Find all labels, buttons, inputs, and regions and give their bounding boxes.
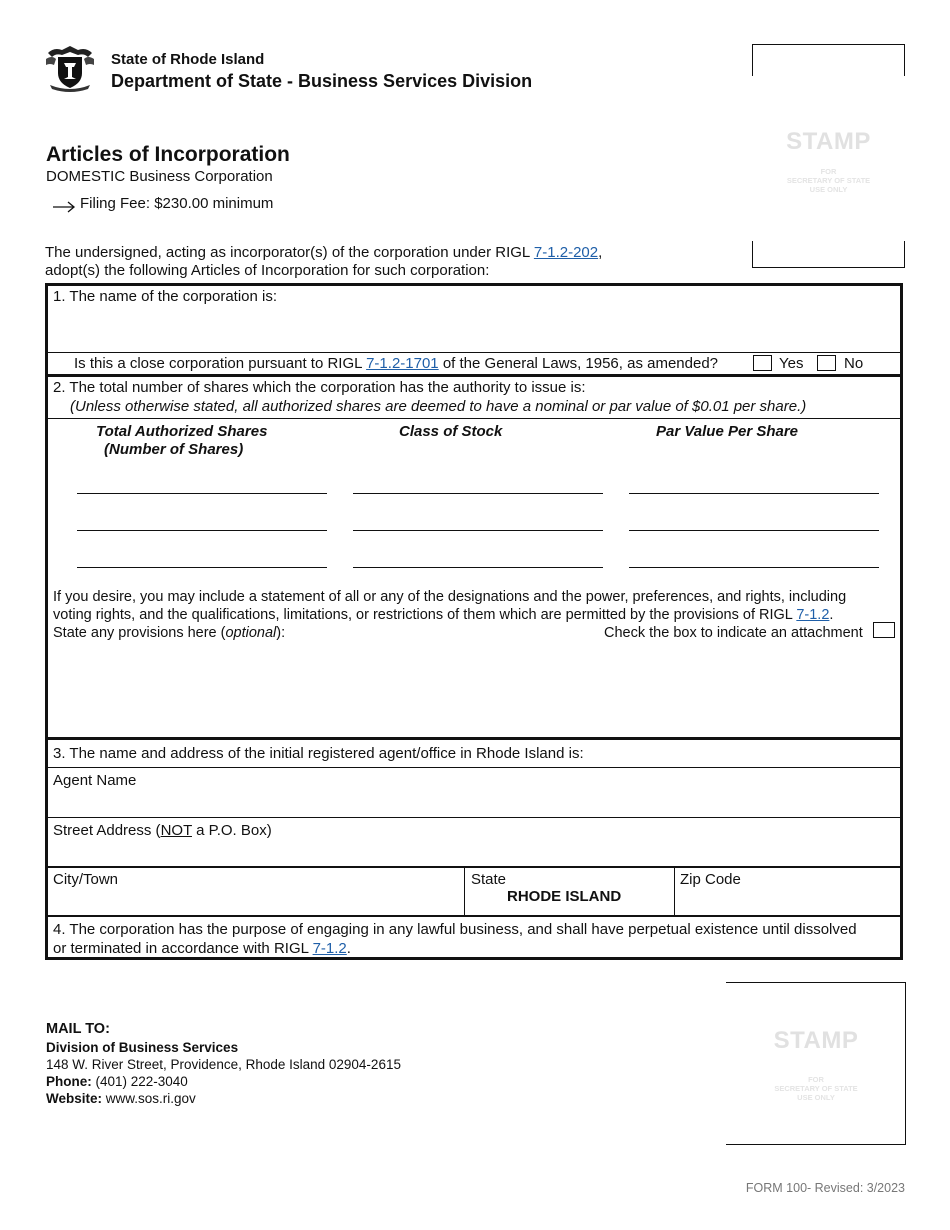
stamp-top-line3: USE ONLY <box>809 185 848 194</box>
col-number-of-shares: (Number of Shares) <box>104 441 244 458</box>
website-url[interactable]: www.sos.ri.gov <box>102 1091 196 1106</box>
mail-phone <box>46 1074 188 1089</box>
attachment-checkbox[interactable] <box>873 622 895 638</box>
zip-field[interactable] <box>676 889 900 915</box>
state-label: State <box>471 871 507 888</box>
rigl-1701-link[interactable]: 7-1.2-1701 <box>366 355 439 372</box>
state-value: RHODE ISLAND <box>507 888 622 905</box>
department-name: Department of State - Business Services Division <box>111 71 533 91</box>
shares-field-3[interactable] <box>77 567 327 568</box>
section4-text: or terminated in accordance with RIGL <box>53 940 313 957</box>
section4-period: . <box>346 940 351 957</box>
intro-line1 <box>45 244 602 261</box>
intro-text: The undersigned, acting as incorporator(s) of the corporation under RIGL <box>45 244 534 261</box>
provisions-state: State any provisions here ( <box>53 625 226 641</box>
rigl-7-1-2-link[interactable]: 7-1.2 <box>796 607 830 623</box>
col-par-value: Par Value Per Share <box>656 423 799 440</box>
section2-label: 2. The total number of shares which the corporation has the authority to issue is: <box>53 379 586 396</box>
form-title: Articles of Incorporation <box>46 143 290 166</box>
street-not: NOT <box>160 822 192 839</box>
street-text: Street Address ( <box>53 822 161 839</box>
form-revision: FORM 100- Revised: 3/2023 <box>745 1181 905 1195</box>
close-corp-text-2: of the General Laws, 1956, as amended? <box>438 355 719 372</box>
zip-label: Zip Code <box>680 871 741 888</box>
stamp-top-line2: SECRETARY OF STATE <box>786 176 871 185</box>
par-field-3[interactable] <box>629 567 879 568</box>
close-corp-yes-checkbox[interactable] <box>753 355 772 371</box>
provisions-optional: optional <box>225 625 277 641</box>
arrow-right-icon <box>52 199 76 217</box>
phone-label: Phone: <box>46 1074 92 1089</box>
intro-line2: adopt(s) the following Articles of Incorporation for such corporation: <box>45 262 490 279</box>
par-field-2[interactable] <box>629 530 879 531</box>
section4-line2 <box>53 940 351 957</box>
city-label: City/Town <box>53 871 119 888</box>
section2-note: (Unless otherwise stated, all authorized shares are deemed to have a nominal or par value of $0.01 per share.) <box>70 398 807 415</box>
shares-field-2[interactable] <box>77 530 327 531</box>
rigl-7-1-2-link-2[interactable]: 7-1.2 <box>312 940 347 957</box>
shares-field-1[interactable] <box>77 493 327 494</box>
stamp-bottom-line3: USE ONLY <box>797 1093 835 1102</box>
provisions-field[interactable] <box>48 645 900 736</box>
provisions-line1: If you desire, you may include a statement of all or any of the designations and the power, preferences, and rights, including <box>53 589 847 605</box>
section4-line1: 4. The corporation has the purpose of engaging in any lawful business, and shall have perpetual existence until dissolved <box>53 921 857 938</box>
no-label: No <box>844 355 864 372</box>
mail-division: Division of Business Services <box>46 1040 239 1055</box>
stamp-bottom-box <box>726 982 906 1145</box>
class-field-3[interactable] <box>353 567 603 568</box>
class-field-2[interactable] <box>353 530 603 531</box>
attachment-label: Check the box to indicate an attachment <box>604 625 863 641</box>
corporation-name-field[interactable] <box>48 306 900 351</box>
intro-comma: , <box>598 244 603 261</box>
provisions-text: voting rights, and the qualifications, limitations, or restrictions of them which are permitted by the provisions of RIGL <box>53 607 797 623</box>
par-field-1[interactable] <box>629 493 879 494</box>
filing-fee: Filing Fee: $230.00 minimum <box>80 195 274 212</box>
stamp-bottom-line1: FOR <box>808 1075 824 1084</box>
rigl-202-link[interactable]: 7-1.2-202 <box>533 244 599 261</box>
section3-label: 3. The name and address of the initial registered agent/office in Rhode Island is: <box>53 745 584 762</box>
state-name: State of Rhode Island <box>111 51 265 68</box>
stamp-top-word: STAMP <box>786 128 871 155</box>
class-field-1[interactable] <box>353 493 603 494</box>
provisions-line3 <box>53 625 285 641</box>
website-label: Website: <box>46 1091 103 1106</box>
street-text-2: a P.O. Box) <box>191 822 272 839</box>
col-total-shares: Total Authorized Shares <box>96 423 268 440</box>
col-class-of-stock: Class of Stock <box>399 423 503 440</box>
agent-name-field[interactable] <box>48 790 900 816</box>
stamp-bottom-line2: SECRETARY OF STATE <box>774 1084 858 1093</box>
agent-name-label: Agent Name <box>53 772 137 789</box>
mail-website <box>46 1091 196 1106</box>
phone-number: (401) 222-3040 <box>91 1074 188 1089</box>
yes-label: Yes <box>779 355 804 372</box>
provisions-close: ): <box>276 625 286 641</box>
stamp-top-line1: FOR <box>820 167 837 176</box>
close-corp-question <box>74 355 718 372</box>
state-seal-icon <box>44 43 96 93</box>
city-field[interactable] <box>48 889 462 915</box>
close-corp-text: Is this a close corporation pursuant to RIGL <box>74 355 367 372</box>
mail-to-heading: MAIL TO: <box>46 1021 110 1037</box>
form-subtitle: DOMESTIC Business Corporation <box>46 168 273 185</box>
provisions-line2 <box>53 607 833 623</box>
section1-label: 1. The name of the corporation is: <box>53 288 278 305</box>
close-corp-no-checkbox[interactable] <box>817 355 836 371</box>
mail-address: 148 W. River Street, Providence, Rhode Island 02904-2615 <box>46 1057 401 1072</box>
stamp-bottom-word: STAMP <box>773 1027 859 1054</box>
street-address-field[interactable] <box>48 840 900 865</box>
provisions-period: . <box>829 607 834 623</box>
street-address-label <box>53 822 272 839</box>
